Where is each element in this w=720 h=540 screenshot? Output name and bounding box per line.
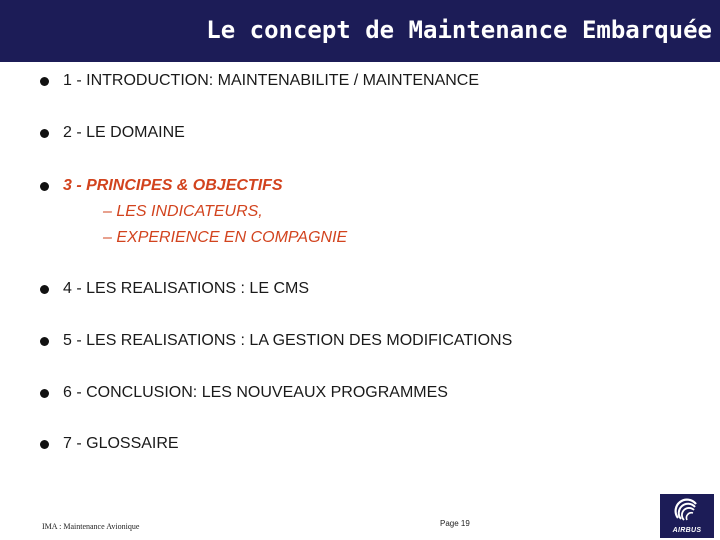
bullet-icon bbox=[40, 337, 49, 346]
airbus-logo-icon bbox=[674, 498, 700, 524]
agenda-subitem: – LES INDICATEURS, bbox=[103, 203, 263, 220]
agenda-item-label: 2 - LE DOMAINE bbox=[63, 124, 185, 141]
agenda-item-label: 3 - PRINCIPES & OBJECTIFS bbox=[63, 177, 283, 194]
agenda-item-label: 6 - CONCLUSION: LES NOUVEAUX PROGRAMMES bbox=[63, 384, 448, 401]
agenda-item-label: 4 - LES REALISATIONS : LE CMS bbox=[63, 280, 309, 297]
agenda-subitem: – EXPERIENCE EN COMPAGNIE bbox=[103, 229, 348, 246]
bullet-icon bbox=[40, 285, 49, 294]
bullet-icon bbox=[40, 129, 49, 138]
bullet-icon bbox=[40, 182, 49, 191]
slide-title: Le concept de Maintenance Embarquée bbox=[206, 16, 712, 44]
agenda-item-label: 1 - INTRODUCTION: MAINTENABILITE / MAINTENANCE bbox=[63, 72, 480, 89]
logo-text: AIRBUS bbox=[672, 527, 702, 534]
footer-label: IMA : Maintenance Avionique bbox=[42, 522, 140, 531]
bullet-icon bbox=[40, 440, 49, 449]
agenda-item-label: 5 - LES REALISATIONS : LA GESTION DES MODIFICATIONS bbox=[63, 332, 513, 349]
agenda-item-label: 7 - GLOSSAIRE bbox=[63, 435, 179, 452]
page-number: Page 19 bbox=[440, 519, 470, 528]
airbus-logo bbox=[660, 494, 714, 538]
bullet-icon bbox=[40, 389, 49, 398]
bullet-icon bbox=[40, 77, 49, 86]
